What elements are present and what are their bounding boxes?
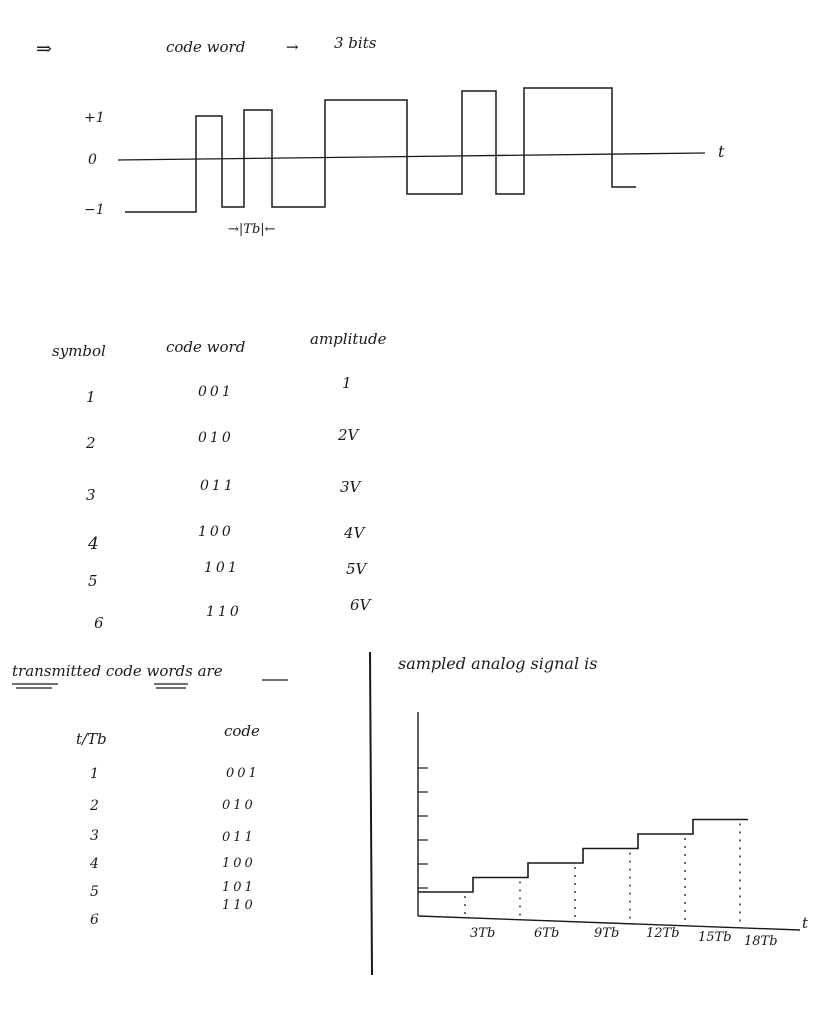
- waveform-time-axis-label: t: [718, 142, 725, 161]
- list-item-code: 010: [222, 798, 256, 813]
- vertical-divider: [370, 652, 372, 975]
- list-item-t: 4: [90, 856, 99, 872]
- table-row-symbol: 5: [88, 572, 98, 590]
- list-item-t: 5: [90, 884, 99, 900]
- table-row-amplitude: 6V: [350, 596, 371, 614]
- t-over-tb-header: t/Tb: [76, 730, 107, 748]
- level-zero-label: 0: [88, 152, 97, 168]
- list-item-t: 1: [90, 766, 99, 782]
- implies-arrow: ⇒: [36, 38, 52, 60]
- table-row-amplitude: 1: [342, 374, 352, 392]
- x-tick-label: 12Tb: [646, 926, 680, 941]
- table-row-amplitude: 4V: [344, 524, 365, 542]
- nrz-waveform: [125, 88, 636, 212]
- waveform-zero-axis: [118, 153, 705, 160]
- sampled-title: sampled analog signal is: [398, 654, 598, 673]
- plot-time-axis-label: t: [802, 914, 809, 932]
- table-row-code: 010: [198, 430, 234, 446]
- list-item-code: 011: [222, 830, 256, 845]
- table-row-amplitude: 5V: [346, 560, 367, 578]
- x-tick-label: 3Tb: [470, 926, 496, 941]
- list-item-t: 3: [90, 828, 99, 844]
- code-header: code: [224, 722, 260, 740]
- x-tick-label: 9Tb: [594, 926, 620, 941]
- bit-period-label: →|Tb|←: [228, 222, 276, 237]
- table-row-code: 100: [198, 524, 234, 540]
- table-row-symbol: 2: [86, 434, 96, 452]
- code-word-label: code word: [166, 38, 246, 56]
- list-item-code: 100: [222, 856, 256, 871]
- bits-label: 3 bits: [334, 34, 377, 52]
- table-row-code: 011: [200, 478, 236, 494]
- sampled-staircase: [418, 820, 748, 893]
- level-neg-label: −1: [84, 202, 105, 218]
- x-tick-label: 6Tb: [534, 926, 560, 941]
- transmitted-title: transmitted code words are: [12, 662, 223, 680]
- table-row-symbol: 6: [94, 614, 104, 632]
- table-row-code: 110: [206, 604, 242, 620]
- amplitude-header: amplitude: [310, 330, 387, 348]
- list-item-t: 6: [90, 912, 99, 928]
- x-tick-label: 15Tb: [698, 930, 732, 945]
- list-item-t: 2: [90, 798, 99, 814]
- table-row-symbol: 3: [86, 486, 96, 504]
- table-row-amplitude: 2V: [338, 426, 359, 444]
- code-word-header: code word: [166, 338, 246, 356]
- list-item-code: 001: [226, 766, 260, 781]
- table-row-amplitude: 3V: [340, 478, 361, 496]
- y-tick-marks: [418, 768, 428, 888]
- sample-dashes: [465, 824, 740, 929]
- list-item-code: 101: [222, 880, 256, 895]
- list-item-code: 110: [222, 898, 256, 913]
- level-pos-label: +1: [84, 110, 105, 126]
- table-row-code: 101: [204, 560, 240, 576]
- table-row-symbol: 1: [86, 388, 96, 406]
- table-row-symbol: 4: [88, 534, 99, 554]
- x-tick-label: 18Tb: [744, 934, 778, 949]
- symbol-header: symbol: [52, 342, 106, 360]
- mapping-arrow: →: [286, 38, 299, 56]
- table-row-code: 001: [198, 384, 234, 400]
